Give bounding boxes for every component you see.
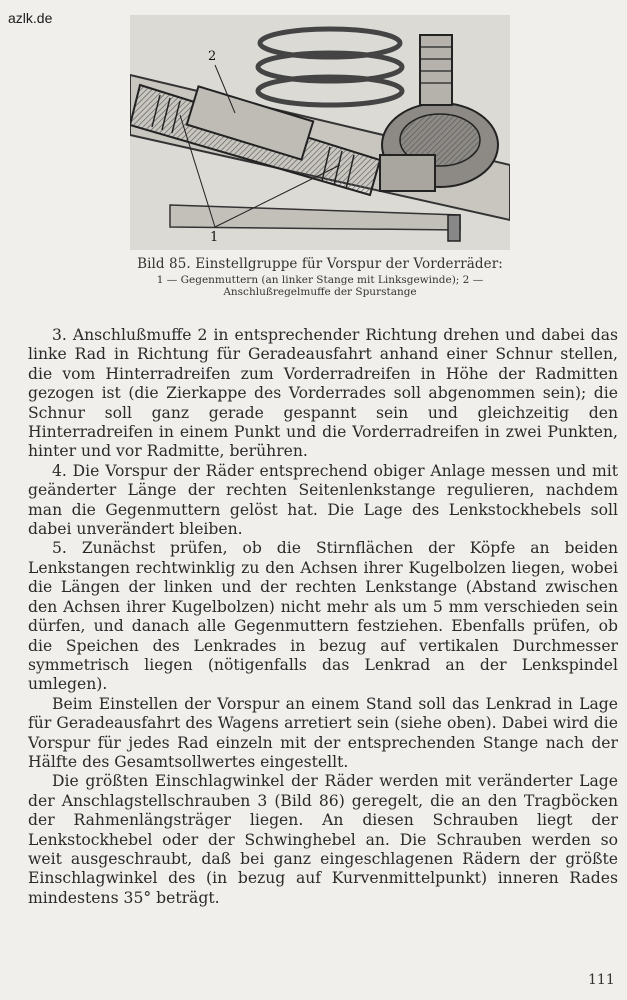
body-text: [28, 326, 618, 908]
watermark: azlk.de: [8, 10, 53, 26]
caption-legend-line-1: 1 — Gegenmuttern (an linker Stange mit Linksgewinde); 2 —: [156, 274, 484, 286]
paragraph: 4. Die Vorspur der Räder entsprechend obiger Anlage messen und mit geänderter Länge der rechten Seitenlenkstange regulieren, nachdem man die Gegenmuttern gelöst hat. Die Lage des Lenkstockhebels soll dabei unverändert bleiben.: [28, 461, 618, 539]
figure-label-1: 1: [210, 230, 219, 245]
figure-label-2: 2: [208, 49, 217, 64]
paragraph: Die größten Einschlagwinkel der Räder werden mit veränderter Lage der Anschlagstellschrauben 3 (Bild 86) geregelt, die an den Tragböcken der Rahmenlängsträger liegen. An diesen Schrauben liegt der Lenkstockhebel oder der Schwinghebel an. Die Schrauben werden so weit ausgeschraubt, daß bei ganz eingeschlagenen Rädern der größte Einschlagwinkel des (in bezug auf Kurvenmittelpunkt) inneren Rades mindestens 35° beträgt.: [28, 772, 618, 907]
caption-legend-line-2: Anschlußregelmuffe der Spurstange: [223, 286, 417, 298]
caption-legend: [120, 274, 520, 298]
paragraph: Beim Einstellen der Vorspur an einem Stand soll das Lenkrad in Lage für Geradeausfahrt des Wagens arretiert sein (siehe oben). Dabei wird die Vorspur für jedes Rad einzeln mit der entsprechenden Stange nach der Hälfte des Gesamtsollwertes eingestellt.: [28, 694, 618, 771]
figure-caption: [120, 256, 520, 298]
paragraph: 3. Anschlußmuffe 2 in entsprechender Richtung drehen und dabei das linke Rad in Richtung für Geradeausfahrt anhand einer Schnur stellen, die vom Hinterradreifen zum Vorderradreifen in Höhe der Radmitten gezogen ist (die Zierkappe des Vorderrades soll abgenommen sein); die Schnur soll ganz gerade gespannt sein und gleichzeitig den Hinterradreifen in einem Punkt und die Vorderradreifen in zwei Punkten, hinter und vor Radmitte, berühren.: [28, 326, 618, 461]
page-number: 111: [588, 972, 615, 988]
figure-illustration: [130, 15, 510, 250]
paragraph: 5. Zunächst prüfen, ob die Stirnflächen der Köpfe an beiden Lenkstangen rechtwinklig zu den Achsen ihrer Kugelbolzen liegen, wobei die Längen der linken und der rechten Lenkstange (Abstand zwischen den Achsen ihrer Kugelbolzen) nicht mehr als um 5 mm verschieden sein dürfen, und danach alle Gegenmuttern festziehen. Ebenfalls prüfen, ob die Speichen des Lenkrades in bezug auf vertikalen Durchmesser symmetrisch liegen (nötigenfalls das Lenkrad an der Lenkspindel umlegen).: [28, 539, 618, 694]
caption-title: Bild 85. Einstellgruppe für Vorspur der Vorderräder:: [137, 256, 503, 272]
